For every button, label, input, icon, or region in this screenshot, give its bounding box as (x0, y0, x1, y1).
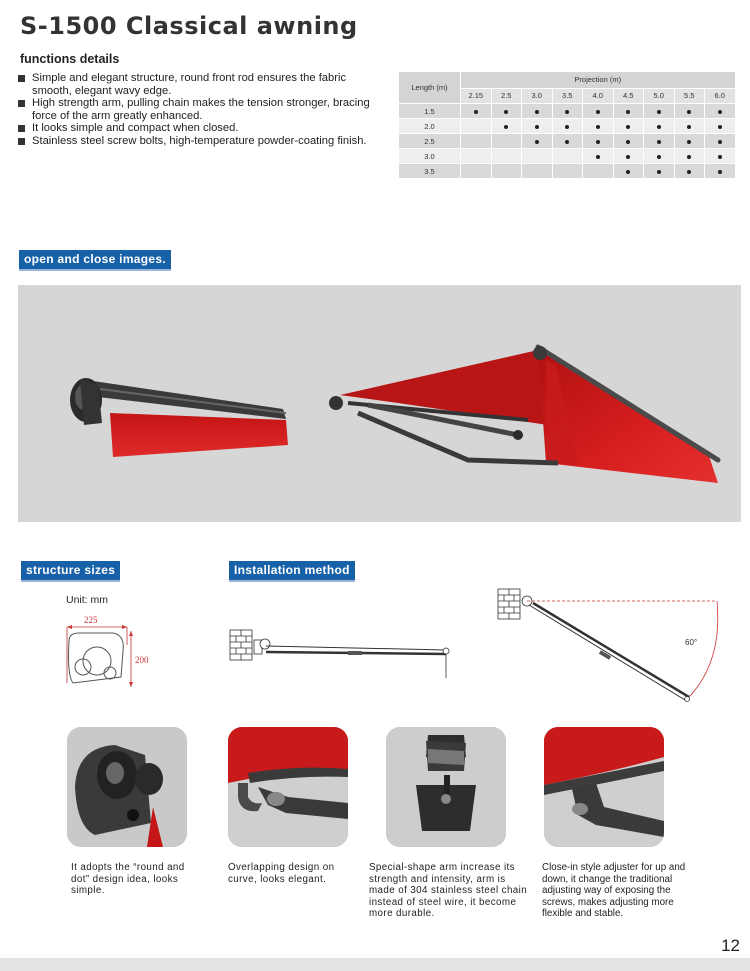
function-item: High strength arm, pulling chain makes the tension stronger, bracing force of the arm greatly enhanced. (18, 97, 388, 122)
availability-cell (613, 119, 644, 134)
projection-value: 5.0 (644, 88, 675, 103)
height-dimension: 200 (135, 655, 149, 665)
available-dot-icon (718, 110, 722, 114)
projection-value: 2.15 (461, 88, 492, 103)
availability-cell (705, 164, 736, 179)
feature-caption: Special-shape arm increase its strength and intensity, arm is made of 304 stainless steel chain instead of steel wire, it become more durable. (369, 862, 528, 919)
length-value: 3.0 (399, 149, 461, 164)
availability-cell (522, 164, 553, 179)
installation-diagram-closed (228, 620, 458, 680)
feature-caption: Overlapping design on curve, looks elegant. (228, 862, 335, 885)
availability-cell (583, 164, 614, 179)
availability-cell (613, 149, 644, 164)
availability-cell (461, 134, 492, 149)
available-dot-icon (596, 110, 600, 114)
availability-cell (705, 149, 736, 164)
open-awning-image (329, 346, 718, 483)
available-dot-icon (535, 110, 539, 114)
availability-cell (491, 164, 522, 179)
availability-cell (613, 104, 644, 119)
structure-section-label: structure sizes (21, 561, 120, 582)
table-row (399, 164, 736, 179)
available-dot-icon (687, 110, 691, 114)
available-dot-icon (657, 110, 661, 114)
availability-cell (583, 149, 614, 164)
availability-cell (491, 149, 522, 164)
available-dot-icon (596, 125, 600, 129)
available-dot-icon (535, 140, 539, 144)
availability-cell (705, 104, 736, 119)
projection-value: 3.0 (522, 88, 553, 103)
availability-cell (491, 134, 522, 149)
length-value: 1.5 (399, 104, 461, 119)
projection-value: 5.5 (674, 88, 705, 103)
available-dot-icon (565, 140, 569, 144)
available-dot-icon (687, 140, 691, 144)
available-dot-icon (687, 155, 691, 159)
width-dimension: 225 (84, 615, 98, 625)
availability-cell (522, 149, 553, 164)
function-item: Stainless steel screw bolts, high-temperature powder-coating finish. (18, 135, 388, 148)
availability-cell (674, 134, 705, 149)
feature-caption: Close-in style adjuster for up and down, it change the traditional adjusting way of exposing the screws, makes adjusting more flexible and stable. (542, 862, 686, 919)
page-title: S-1500 Classical awning (20, 12, 358, 40)
function-item: It looks simple and compact when closed. (18, 122, 388, 135)
feature-photo-adjuster (544, 727, 664, 847)
specification-rows (399, 104, 736, 179)
availability-cell (491, 119, 522, 134)
availability-cell (461, 104, 492, 119)
availability-cell (461, 119, 492, 134)
installation-angle: 60° (685, 638, 698, 647)
available-dot-icon (657, 125, 661, 129)
availability-cell (705, 119, 736, 134)
availability-cell (552, 104, 583, 119)
available-dot-icon (626, 140, 630, 144)
available-dot-icon (596, 155, 600, 159)
available-dot-icon (535, 125, 539, 129)
open-close-section-label: open and close images. (19, 250, 171, 271)
availability-cell (644, 119, 675, 134)
available-dot-icon (596, 140, 600, 144)
availability-cell (583, 104, 614, 119)
availability-cell (674, 149, 705, 164)
feature-photo-curve (228, 727, 348, 847)
structure-size-diagram (55, 605, 165, 690)
available-dot-icon (657, 140, 661, 144)
installation-diagram-open (495, 585, 725, 710)
availability-cell (552, 119, 583, 134)
table-row (399, 149, 736, 164)
availability-cell (461, 149, 492, 164)
availability-cell (491, 104, 522, 119)
available-dot-icon (657, 170, 661, 174)
functions-heading: functions details (20, 52, 120, 66)
brick-wall-icon (230, 630, 252, 660)
table-row (399, 134, 736, 149)
available-dot-icon (718, 155, 722, 159)
availability-cell (552, 149, 583, 164)
length-value: 3.5 (399, 164, 461, 179)
open-close-images (18, 285, 741, 522)
unit-label: Unit: mm (66, 594, 108, 606)
specification-table (398, 71, 736, 179)
availability-cell (705, 134, 736, 149)
available-dot-icon (626, 110, 630, 114)
availability-cell (644, 134, 675, 149)
availability-cell (522, 119, 553, 134)
available-dot-icon (626, 170, 630, 174)
projection-value: 6.0 (705, 88, 736, 103)
functions-list (18, 72, 388, 148)
available-dot-icon (687, 125, 691, 129)
available-dot-icon (504, 110, 508, 114)
projection-value: 3.5 (552, 88, 583, 103)
length-header: Length (m) (399, 72, 461, 104)
available-dot-icon (718, 140, 722, 144)
available-dot-icon (565, 125, 569, 129)
availability-cell (583, 119, 614, 134)
installation-section-label: Installation method (229, 561, 355, 582)
availability-cell (583, 134, 614, 149)
projection-value: 2.5 (491, 88, 522, 103)
length-value: 2.0 (399, 119, 461, 134)
feature-caption: It adopts the “round and dot” design idea, looks simple. (71, 862, 185, 896)
available-dot-icon (474, 110, 478, 114)
footer-bar (0, 958, 750, 971)
available-dot-icon (657, 155, 661, 159)
availability-cell (552, 134, 583, 149)
available-dot-icon (626, 125, 630, 129)
availability-cell (674, 164, 705, 179)
available-dot-icon (565, 110, 569, 114)
availability-cell (644, 164, 675, 179)
available-dot-icon (687, 170, 691, 174)
available-dot-icon (626, 155, 630, 159)
availability-cell (644, 149, 675, 164)
availability-cell (613, 164, 644, 179)
feature-photo-arm (386, 727, 506, 847)
availability-cell (461, 164, 492, 179)
available-dot-icon (504, 125, 508, 129)
feature-photo-round-dot (67, 727, 187, 847)
table-row (399, 104, 736, 119)
available-dot-icon (718, 125, 722, 129)
availability-cell (644, 104, 675, 119)
projection-value: 4.5 (613, 88, 644, 103)
availability-cell (522, 134, 553, 149)
function-item: Simple and elegant structure, round front rod ensures the fabric smooth, elegant wavy edge. (18, 72, 388, 97)
availability-cell (674, 104, 705, 119)
table-row (399, 119, 736, 134)
brick-wall-icon (498, 589, 520, 619)
awning-photos (18, 285, 741, 522)
closed-awning-image (70, 378, 288, 457)
projection-value: 4.0 (583, 88, 614, 103)
availability-cell (674, 119, 705, 134)
projection-header: Projection (m) (461, 72, 736, 89)
page-number: 12 (721, 936, 740, 955)
availability-cell (522, 104, 553, 119)
availability-cell (613, 134, 644, 149)
available-dot-icon (718, 170, 722, 174)
length-value: 2.5 (399, 134, 461, 149)
availability-cell (552, 164, 583, 179)
